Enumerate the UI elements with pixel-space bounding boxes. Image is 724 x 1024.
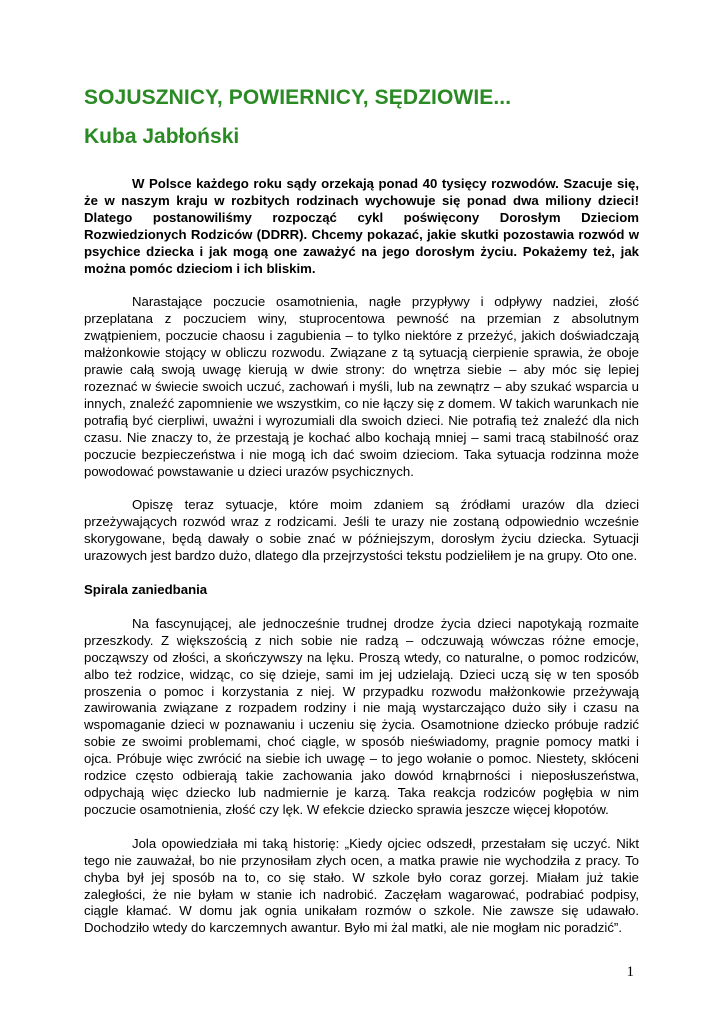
body-paragraph: Narastające poczucie osamotnienia, nagłe przypływy i odpływy nadziei, złość przeplatana z poczuciem winy, stuprocentowa pewność na przemian z absolutnym zwątpieniem, poczucie chaosu i zagubienia – to tylko niektóre z przeżyć, jakich doświadczają małżonkowie stojący w obliczu rozwodu. Związane z tą sytuacją cierpienie sprawia, że oboje prawie całą swoją uwagę kierują w dwie strony: do wnętrza siebie – aby móc się lepiej rozeznać w świecie swoich uczuć, zachowań i myśli, lub na zewnątrz – aby szukać wsparcia u innych, znaleźć zapomnienie we wszystkim, co nie łączy się z domem. W takich warunkach nie potrafią być cierpliwi, uważni i wyrozumiali dla swoich dzieci. Nie potrafią też znaleźć dla nich czasu. Nie znaczy to, że przestają je kochać albo kochają mniej – sami tracą stabilność oraz poczucie bezpieczeństwa i nie mogą ich dać swoim dzieciom. Taka sytuacja rodzinna może powodować powstawanie u dzieci urazów psychicznych.	[84, 294, 639, 479]
article-title: SOJUSZNICY, POWIERNICY, SĘDZIOWIE...	[84, 86, 512, 109]
section-paragraph: Na fascynującej, ale jednocześnie trudnej drodze życia dzieci napotykają rozmaite przeszkody. Z większością z nich sobie nie radzą – odczuwają wówczas różne emocje, począwszy od złości, a skończywszy na lęku. Proszą wtedy, co naturalne, o pomoc rodziców, albo też rodzice, widząc, co się dzieje, sami im jej udzielają. Dzieci uczą się w ten sposób proszenia o pomoc i korzystania z niej. W przypadku rozwodu małżonkowie przeżywają zawirowania związane z rozpadem rodziny i nie mają wystarczająco dużo siły i czasu na wspomaganie dzieci w poznawaniu i uczeniu się życia. Osamotnione dziecko próbuje radzić sobie ze swoimi problemami, choć ciągle, w sposób nieświadomy, pragnie pomocy matki i ojca. Próbuje więc zwrócić na siebie ich uwagę – to jego wołanie o pomoc. Niestety, skłóceni rodzice często odbierają takie zachowania jako dowód krnąbrności i nieposłuszeństwa, odpychają więc dziecko lub nadmiernie je karzą. Taka reakcja rodziców pogłębia w nim poczucie osamotnienia, złość czy lęk. W efekcie dziecko sprawia jeszcze więcej kłopotów.	[84, 615, 639, 817]
section-heading: Spirala zaniedbania	[84, 582, 208, 598]
lead-paragraph: W Polsce każdego roku sądy orzekają ponad 40 tysięcy rozwodów. Szacuje się, że w naszym kraju w rozbitych rodzinach wychowuje się ponad dwa miliony dzieci! Dlatego postanowiliśmy rozpocząć cykl poświęcony Dorosłym Dzieciom Rozwiedzionych Rodziców (DDRR). Chcemy pokazać, jakie skutki pozostawia rozwód w psychice dziecka i jak mogą one zaważyć na jego dorosłym życiu. Pokażemy też, jak można pomóc dzieciom i ich bliskim.	[84, 176, 639, 276]
article-body	[84, 176, 639, 937]
section-paragraph: Jola opowiedziała mi taką historię: „Kiedy ojciec odszedł, przestałam się uczyć. Nikt tego nie zauważał, bo nie przynosiłam złych ocen, a matka prawie nie wychodziła z pracy. To chyba był jej sposób na to, co się stało. W szkole było coraz gorzej. Miałam już takie zaległości, że nie byłam w stanie ich nadrobić. Zaczęłam wagarować, podrabiać podpisy, ciągle kłamać. W domu jak ognia unikałam rozmów o szkole. Nie zawsze się udawało. Dochodziło wtedy do karczemnych awantur. Było mi żal matki, ale nie mogłam nic poradzić”.	[84, 835, 639, 936]
article-author: Kuba Jabłoński	[84, 125, 240, 148]
page-number: 1	[626, 964, 634, 980]
body-paragraph: Opiszę teraz sytuacje, które moim zdaniem są źródłami urazów dla dzieci przeżywających rozwód wraz z rodzicami. Jeśli te urazy nie zostaną odpowiednio wcześnie skorygowane, będą dawały o sobie znać w późniejszym, dorosłym życiu dziecka. Sytuacji urazowych jest bardzo dużo, dlatego dla przejrzystości tekstu podzieliłem je na grupy. Oto one.	[84, 497, 639, 564]
